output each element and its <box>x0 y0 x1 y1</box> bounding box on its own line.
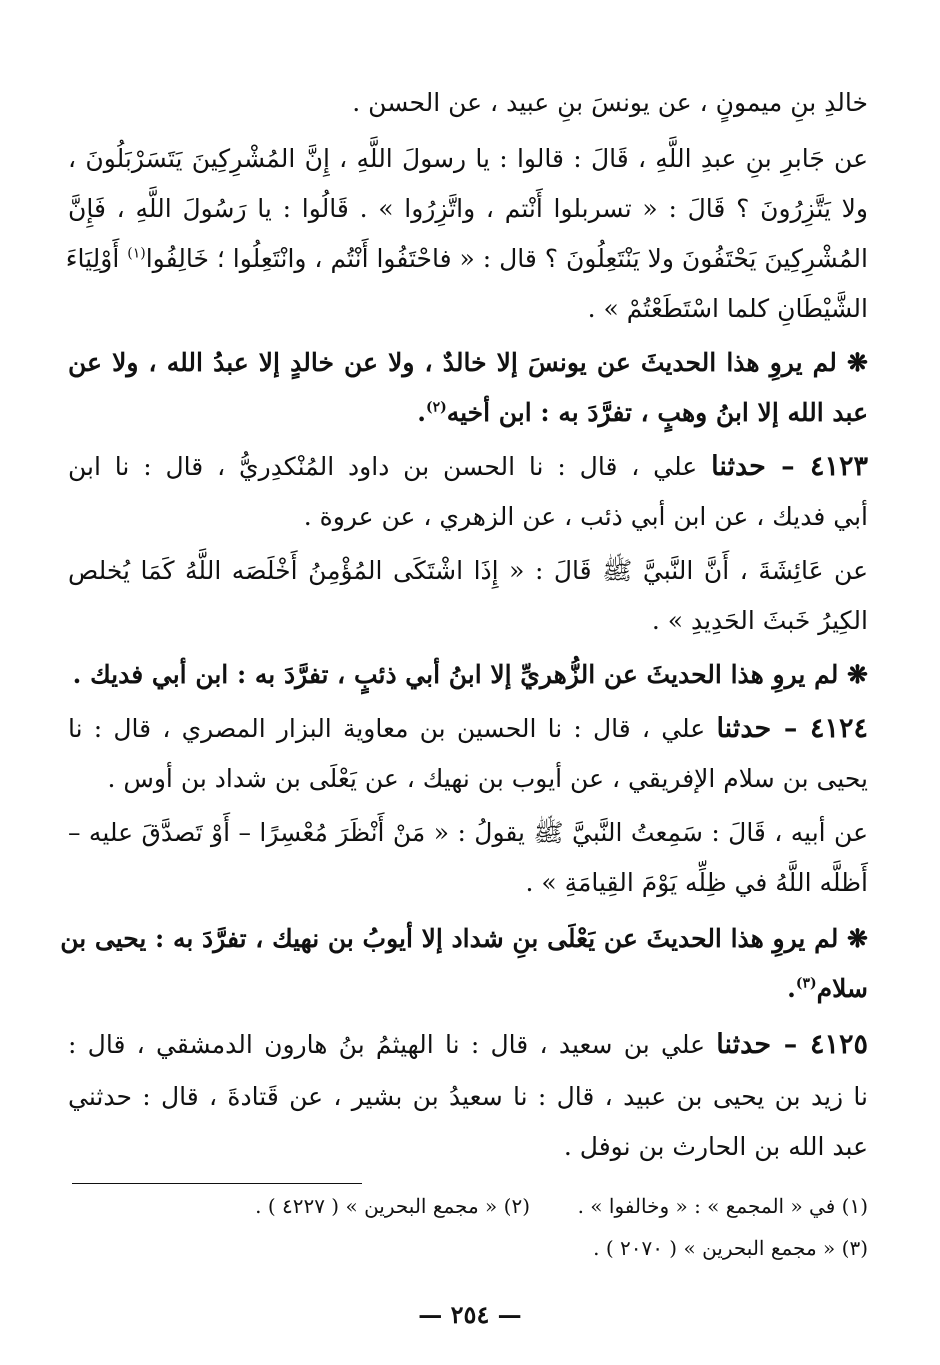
text-line: ولا يَتَّزِرُونَ ؟ قَالَ : « تسربلوا أَنْتم ، واتَّزِرُوا » . قَالُوا : يا رَسُولَ اللَّهِ ، فَإِنَّ <box>68 194 868 223</box>
text-line: يحيى بن سلام الإفريقي ، عن أيوب بن نهيك ، عن يَعْلَى بن شداد بن أوس . <box>107 764 868 793</box>
text-line: عن عَائِشَةَ ، أَنَّ النَّبيَّ ﷺ قَالَ : « إِذَا اشْتَكَى المُؤْمِنُ أَخْلَصَه اللَّهُ كَمَا يُخلص <box>68 556 868 585</box>
text-line: الشَّيْطَانِ كلما اسْتَطَعْتُمْ » . <box>587 294 868 323</box>
text-line: أَظلَّه اللَّهُ في ظِلِّه يَوْمَ القِيامَةِ » . <box>525 868 868 897</box>
text-line: عبد الله بن الحارث بن نوفل . <box>563 1132 868 1161</box>
footnote-2: (٢) « مجمع البحرين » ( ٤٢٢٧ ) . <box>255 1194 530 1218</box>
text-line: الكِيرُ خَبثَ الحَدِيدِ » . <box>651 606 868 635</box>
hadith-line: ٤١٢٥ – حدثنا علي بن سعيد ، قال : نا الهيثمُ بنُ هارون الدمشقي ، قال : <box>68 1029 868 1060</box>
commentary-line: ❋ لم يروِ هذا الحديثَ عن يونسَ إلا خالدٌ ، ولا عن خالدٍ إلا عبدُ الله ، ولا عن <box>68 348 868 377</box>
page-number: — ٢٥٤ — <box>418 1300 522 1329</box>
text-line: نا زيد بن يحيى بن عبيد ، قال : نا سعيدُ بن بشير ، عن قَتادةَ ، قال : حدثني <box>68 1082 868 1111</box>
footnote-separator <box>72 1183 362 1184</box>
commentary-line: سلام$^{(٣)}$. <box>787 974 868 1003</box>
commentary-line: ❋ لم يروِ هذا الحديثَ عن الزُّهريِّ إلا ابنُ أبي ذئبٍ ، تفرَّدَ به : ابن أبي فديك . <box>72 660 868 689</box>
text-line: عن جَابرِ بنِ عبدِ اللَّهِ ، قَالَ : قالوا : يا رسولَ اللَّهِ ، إِنَّ المُشْرِكِينَ يَتَسَرْبَلُونَ ، <box>68 144 868 173</box>
text-line: خالدِ بنِ ميمونٍ ، عن يونسَ بنِ عبيد ، عن الحسن . <box>352 88 868 117</box>
hadith-number: ٤١٢٤ – حدثنا <box>716 713 869 744</box>
commentary-line: ❋ لم يروِ هذا الحديثَ عن يَعْلَى بنِ شداد إلا أيوبُ بن نهيك ، تفرَّدَ به : يحيى بن <box>60 924 868 953</box>
hadith-number: ٤١٢٣ – حدثنا <box>711 451 868 482</box>
star-marker: ❋ <box>847 660 868 689</box>
star-marker: ❋ <box>847 924 868 953</box>
text-line: عن أبيه ، قَالَ : سَمِعتُ النَّبيَّ ﷺ يقولُ : « مَنْ أَنْظَرَ مُعْسِرًا – أَوْ تَصدَّقَ عليه – <box>68 818 868 847</box>
hadith-number: ٤١٢٥ – حدثنا <box>716 1029 868 1060</box>
text-line: أبي فديك ، عن ابن أبي ذئب ، عن الزهري ، عن عروة . <box>303 502 868 531</box>
footnote-ref: (٢) <box>425 399 447 416</box>
footnote-1: (١) في « المجمع » : « وخالفوا » . <box>577 1194 868 1218</box>
footnote-3: (٣) « مجمع البحرين » ( ٢٠٧٠ ) . <box>593 1236 868 1260</box>
hadith-line: ٤١٢٣ – حدثنا علي ، قال : نا الحسن بن داود المُنْكدِريُّ ، قال : نا ابن <box>68 451 868 482</box>
footnote-ref: (١) <box>127 245 146 262</box>
hadith-line: ٤١٢٤ – حدثنا علي ، قال : نا الحسين بن معاوية البزار المصري ، قال : نا <box>68 713 869 744</box>
commentary-line: عبد الله إلا ابنُ وهبٍ ، تفرَّدَ به : ابن أخيه$^{(٢)}$. <box>417 398 868 427</box>
footnote-ref: (٣) <box>795 975 817 992</box>
star-marker: ❋ <box>847 348 868 377</box>
text-line: المُشْرِكِينَ يَحْتَفُونَ ولا يَنْتَعِلُونَ ؟ قال : « فاحْتَفُوا أَنْتُم ، وانْتَعِلُوا ؛ خَالِفُوا$^{(١)}$ أَوْلِيَاءَ <box>65 244 868 273</box>
